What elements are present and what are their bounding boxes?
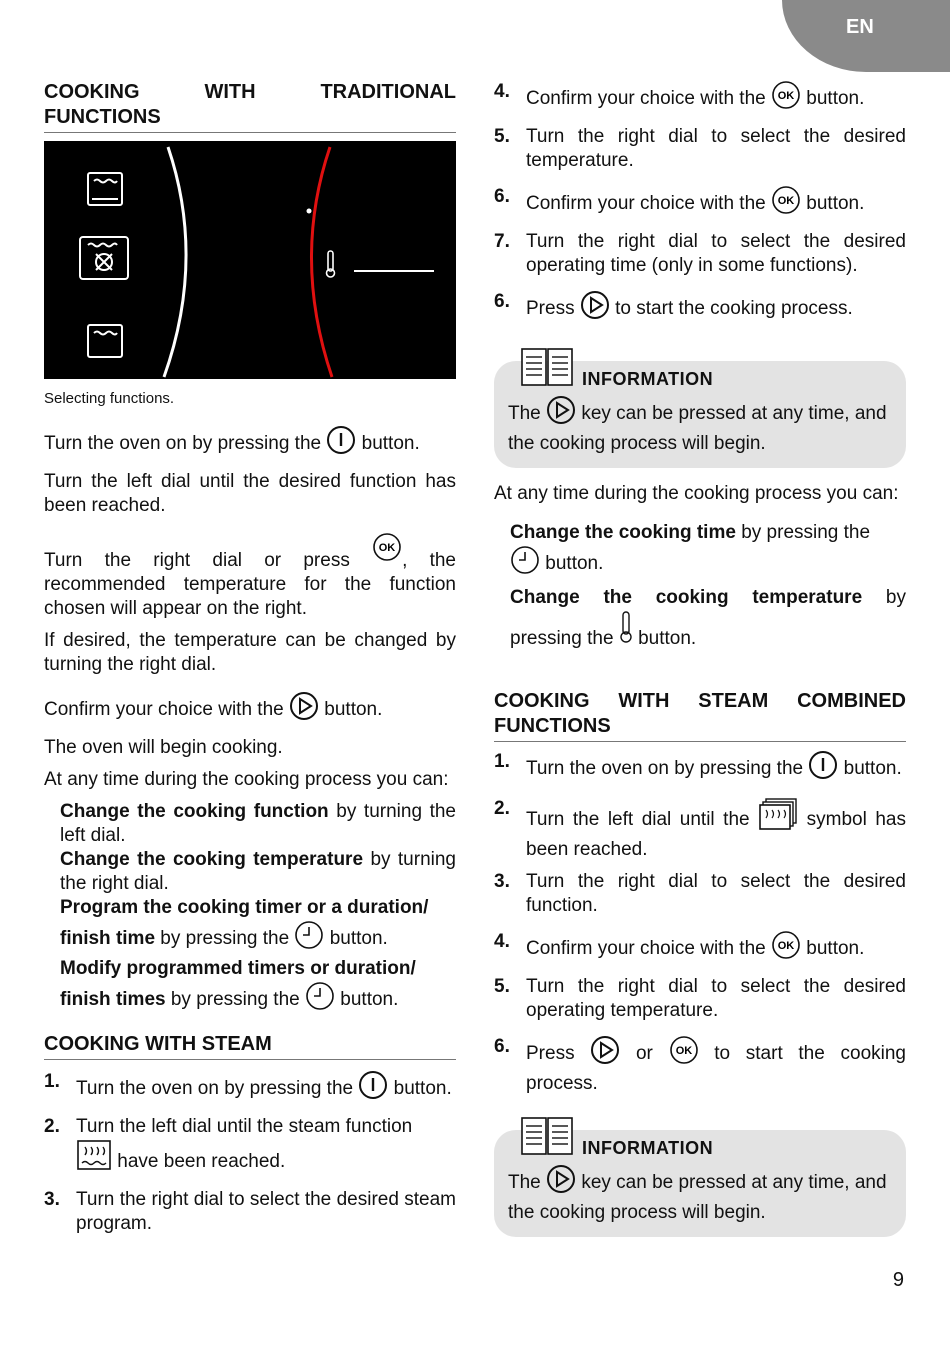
option-modify-timer: Modify programmed timers or duration/ finish times by pressing the button. [60,957,456,1018]
combined-step-2: 2. Turn the left dial until the symbol has been reached. [494,798,906,860]
paragraph-begin: The oven will begin cooking. [44,737,283,758]
heading-combined: COOKING WITH STEAM COMBINED FUNCTIONS [494,689,906,742]
information-title: INFORMATION [582,1138,714,1158]
option-change-time: Change the cooking time by pressing the button. [510,521,906,582]
ok-icon [771,930,801,967]
left-column [44,80,456,1244]
power-icon [808,750,838,787]
step-select-time: 7. Turn the right dial to select the desired operating time (only in some functions). [494,231,906,276]
clock-icon [510,545,540,582]
right-dial-arc [311,147,332,377]
oven-icon [88,325,122,357]
ok-icon [771,185,801,222]
steam-step-3: 3. Turn the right dial to select the desired steam program. [44,1189,456,1234]
information-box-2: INFORMATION The key can be pressed at any time, and the cooking process will begin. [494,1130,906,1237]
option-list [44,800,456,1018]
paragraph-temp-change: If desired, the temperature can be changed by turning the right dial. [44,630,456,675]
paragraph-any-time-right: At any time during the cooking process you can: [494,483,899,504]
top-heat-oven-icon [88,173,122,205]
page-number: 9 [892,1269,904,1291]
steam-step-1: 1. Turn the oven on by pressing the button. [44,1070,456,1107]
fan-oven-icon [80,237,128,279]
language-label: EN [846,16,874,38]
step-select-temp: 5. Turn the right dial to select the desired temperature. [494,126,906,171]
paragraph-turn-on: Turn the oven on by pressing the button. [44,425,456,462]
heading-steam: COOKING WITH STEAM [44,1032,456,1060]
paragraph-left-dial: Turn the left dial until the desired function has been reached. [44,471,456,516]
combined-step-6: 6. Press or OK to start the cooking process. [494,1036,906,1094]
combined-step-3: 3. Turn the right dial to select the desired function. [494,871,906,916]
option-change-function: Change the cooking function by turning the left dial. [60,801,456,846]
ok-icon [372,532,402,569]
option-program-timer: Program the cooking timer or a duration/ finish time by pressing the button. [60,896,456,957]
step-confirm-1: 4. Confirm your choice with the OK button. [494,80,906,117]
paragraph-confirm: Confirm your choice with the button. [44,691,456,728]
steam-icon [76,1139,112,1180]
start-icon [580,290,610,327]
svg-text:OK: OK [378,542,396,554]
svg-text:OK: OK [777,195,795,207]
ok-icon [669,1035,699,1072]
paragraph-any-time: At any time during the cooking process you can: [44,769,449,790]
option-change-temp: Change the cooking temperature by turning the right dial. [60,849,456,894]
information-title: INFORMATION [582,369,714,389]
combined-step-4: 4. Confirm your choice with the OK button. [494,930,906,967]
right-column [494,80,906,1249]
heading-traditional: COOKING WITH TRADITIONAL FUNCTIONS [44,80,456,133]
steam-step-2: 2. Turn the left dial until the steam function have been reached. [44,1115,456,1180]
clock-icon [294,920,324,957]
start-icon [289,691,319,728]
language-tab [782,0,950,72]
start-icon [590,1035,620,1072]
control-panel-display [44,141,456,379]
step-confirm-2: 6. Confirm your choice with the OK button. [494,185,906,222]
power-icon [358,1070,388,1107]
information-box-1: INFORMATION The key can be pressed at any time, and the cooking process will begin. [494,361,906,468]
left-dial-arc [164,147,186,377]
svg-text:OK: OK [675,1045,692,1057]
thermometer-icon [327,251,335,277]
combined-step-5: 5. Turn the right dial to select the desired operating temperature. [494,976,906,1021]
start-icon [546,395,576,432]
power-icon [326,425,356,462]
figure-caption: Selecting functions. [44,390,175,407]
option-list-right [494,521,906,651]
step-press-start: 6. Press to start the cooking process. [494,290,906,327]
thermometer-icon [619,610,633,651]
svg-text:OK: OK [777,90,795,102]
clock-icon [305,981,335,1018]
ok-icon [771,80,801,117]
paragraph-right-dial: Turn the right dial or press OK , the recommended temperature for the function chosen will appear on the right. [44,532,456,621]
option-change-temp-right: Change the cooking temperature by pressing the button. [510,587,906,649]
steam-combined-icon [758,797,798,838]
book-icon [520,1114,576,1165]
svg-text:OK: OK [777,940,795,952]
start-icon [546,1164,576,1201]
book-icon [520,345,576,396]
combined-step-1: 1. Turn the oven on by pressing the button. [494,750,906,787]
